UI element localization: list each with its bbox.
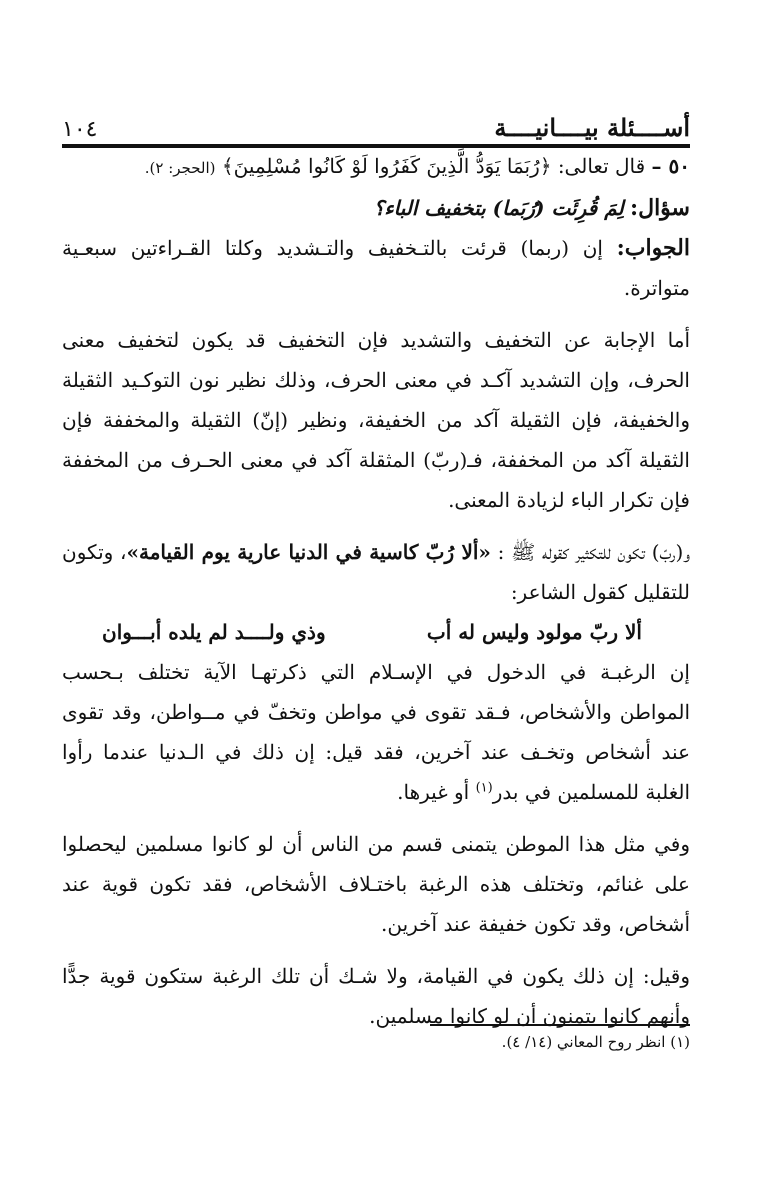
paragraph-3-start: إن الرغبـة في الدخول في الإسـلام التي ذكرتهـا الآية تختلف بـحسب المواطن والأشخاص، فـقد تقوى في مواطن وتخفّ في مــواطن، وقد تقوى عند أشخاص وتخـف عند آخرين، فقد قيل: إن ذلك في الـدنيا عندما رأوا الغلبة للمسلمين في بدر xyxy=(62,660,690,804)
page-header xyxy=(62,104,690,148)
paragraph-2 xyxy=(62,532,690,612)
footnote: (١) انظر روح المعاني (١٤/ ٤). xyxy=(501,1033,690,1051)
paragraph-1: أما الإجابة عن التخفيف والتشديد فإن التخفيف قد يكون لتخفيف معنى الحرف، وإن التشديد آكـد في معنى الحرف، وذلك نظير نون التوكـيد الثقيلة والخفيفة، فإن الثقيلة آكد من الخفيفة، ونظير (إنّ) الثقيلة والمخففة فإن الثقيلة آكد من المخففة، فـ(ربّ) المثقلة آكد في معنى الحـرف من المخففة فإن تكرار الباء لزيادة المعنى. xyxy=(62,328,690,512)
footnote-marker: (١) xyxy=(475,780,493,796)
question-text: لِمَ قُرِئَت (رُبَما) بتخفيف الباء؟ xyxy=(373,196,624,220)
paragraph-3-end: أو غيرها. xyxy=(397,780,476,804)
answer-label: الجواب: xyxy=(616,235,690,261)
poetry-verse xyxy=(62,612,690,652)
running-title: أســــئلة بيــــانيــــة xyxy=(494,113,690,142)
verse-first-hemistich: ألا ربّ مولود وليس له أب xyxy=(426,620,642,644)
paragraph-2-end: ، وتكون للتقليل كقول الشاعر: xyxy=(62,540,690,604)
question-label: سؤال: xyxy=(629,195,690,221)
item-heading xyxy=(62,146,690,188)
page-number: ١٠٤ xyxy=(62,117,98,142)
hadith-quote: «ألا رُبّ كاسية في الدنيا عارية يوم القيامة» xyxy=(126,540,491,564)
paragraph-2-start: و(ربّ) تكون للتكثير كقوله ﷺ : xyxy=(497,540,691,564)
answer xyxy=(62,228,690,308)
answer-text: إن (ربما) قرئت بالتـخفيف والتـشديد وكلتا القـراءتين سبعـية متواترة. xyxy=(62,236,690,300)
page-body xyxy=(62,146,690,1036)
paragraph-5: وقيل: إن ذلك يكون في القيامة، ولا شـك أن تلك الرغبة ستكون قوية جدًّا وأنهم كانوا يتمنون أن لو كانوا مسلمين. xyxy=(62,964,690,1028)
verse-reference: (الحجر: ٢). xyxy=(144,159,216,177)
paragraph-4: وفي مثل هذا الموطن يتمنى قسم من الناس أن لو كانوا مسلمين ليحصلوا على غنائم، وتختلف هذه الرغبة باختـلاف الأشخاص، فقد تكون قوية عند أشخاص، وقد تكون خفيفة عند آخرين. xyxy=(62,832,690,936)
footnote-divider xyxy=(430,1024,690,1026)
question xyxy=(62,188,690,228)
item-number: ٥٠ – xyxy=(651,154,690,178)
verse-second-hemistich: وذي ولــــد لم يلده أبـــوان xyxy=(102,620,326,644)
item-intro: قال تعالى: ﴿رُبَمَا يَوَدُّ الَّذِينَ كَفَرُوا لَوْ كَانُوا مُسْلِمِينَ﴾ xyxy=(221,154,646,178)
paragraph-3 xyxy=(62,652,690,812)
